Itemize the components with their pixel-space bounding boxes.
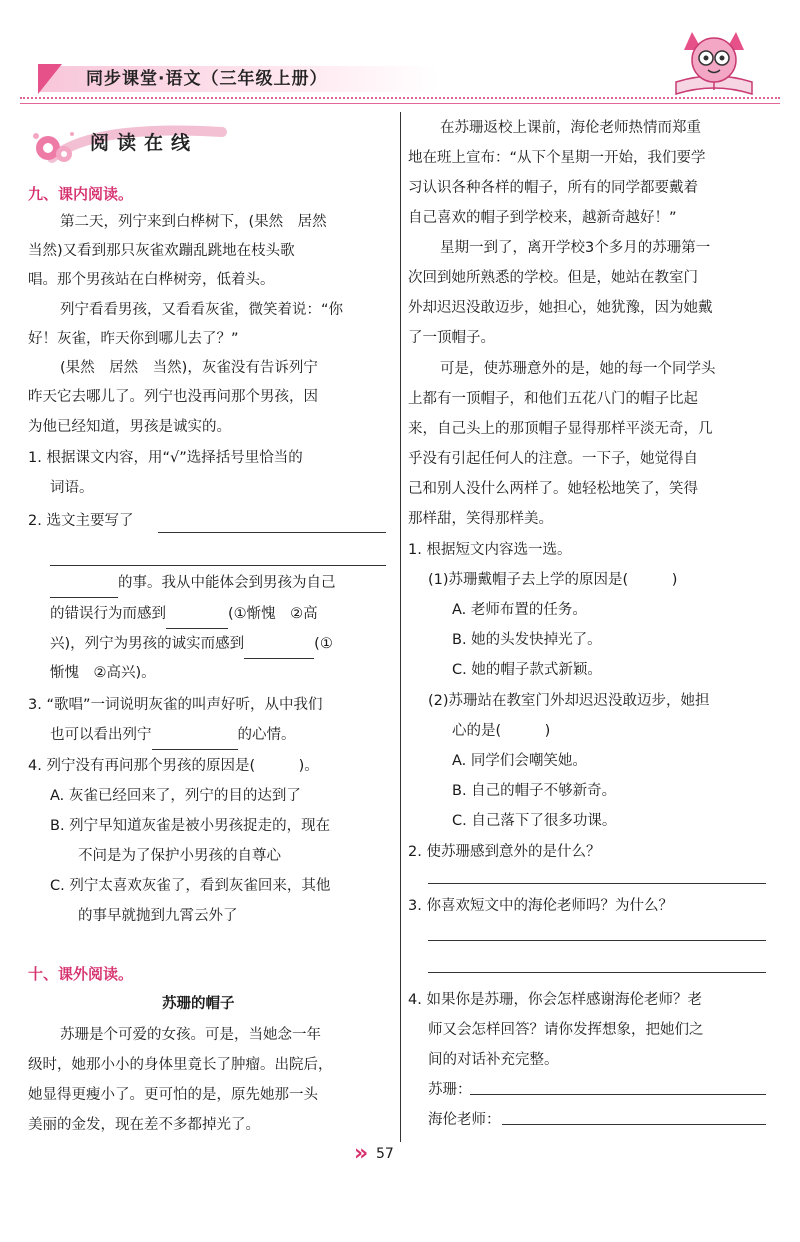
answer-blank[interactable]	[166, 610, 228, 629]
question-1: 1. 根据短文内容选一选。	[408, 542, 572, 558]
question-4-cont: 间的对话补充完整。	[428, 1052, 559, 1068]
story-line: 在苏珊返校上课前，海伦老师热情而郑重	[440, 120, 701, 136]
passage-line: 当然)又看到那只灰雀欢蹦乱跳地在枝头歌	[28, 243, 295, 259]
page-header	[0, 0, 800, 110]
story-line: 可是，使苏珊意外的是，她的每一个同学头	[440, 361, 716, 377]
dialogue-label-susan: 苏珊：	[428, 1082, 472, 1098]
question-1-cont: 词语。	[50, 480, 94, 496]
answer-line[interactable]	[428, 972, 766, 973]
question-2-cont: 兴)，列宁为男孩的诚实而感到 (①	[50, 630, 333, 659]
passage-line: (果然 居然 当然)，灰雀没有告诉列宁	[60, 360, 318, 376]
question-4-cont: 师又会怎样回答？请你发挥想象，把她们之	[428, 1022, 704, 1038]
story-line: 她显得更瘦小了。更可怕的是，原先她那一头	[28, 1087, 318, 1103]
header-rule-dotted	[20, 97, 780, 99]
story-line: 了一顶帽子。	[408, 330, 495, 346]
page-number: 57	[376, 1146, 394, 1162]
question-2-cont: 的错误行为而感到 (①惭愧 ②高	[50, 600, 318, 629]
question-1-2: (2)苏珊站在教室门外却迟迟没敢迈步，她担	[428, 693, 710, 709]
column-divider	[400, 112, 401, 1142]
question-2: 2. 使苏珊感到意外的是什么？	[408, 844, 601, 860]
option-c-cont: 的事早就抛到九霄云外了	[78, 908, 238, 924]
story-line: 己和别人没什么两样了。她轻松地笑了，笑得	[408, 481, 698, 497]
passage-line: 为他已经知道，男孩是诚实的。	[28, 419, 231, 435]
passage-line: 唱。那个男孩站在白桦树旁，低着头。	[28, 272, 275, 288]
question-2: 2. 选文主要写了	[28, 513, 134, 529]
section-banner-title: 阅读在线	[90, 132, 199, 154]
answer-blank[interactable]	[152, 731, 238, 750]
question-4: 4. 列宁没有再问那个男孩的原因是( )。	[28, 758, 319, 774]
answer-line[interactable]	[502, 1124, 766, 1125]
option-c[interactable]: C. 她的帽子款式新颖。	[452, 662, 602, 678]
story-line: 那样甜，笑得那样美。	[408, 511, 553, 527]
question-3: 3. “歌唱”一词说明灰雀的叫声好听，从中我们	[28, 697, 323, 713]
header-title: 同步课堂·语文（三年级上册）	[86, 69, 328, 89]
option-b[interactable]: B. 自己的帽子不够新奇。	[452, 783, 617, 799]
option-b-cont: 不问是为了保护小男孩的自尊心	[78, 848, 281, 864]
passage-line: 昨天它去哪儿了。列宁也没再问那个男孩，因	[28, 389, 318, 405]
double-chevron-right-icon: »	[354, 1141, 369, 1166]
passage-line: 好！灰雀，昨天你到哪儿去了？”	[28, 331, 239, 347]
header-rule	[20, 103, 780, 104]
option-a[interactable]: A. 同学们会嘲笑她。	[452, 753, 587, 769]
option-b[interactable]: B. 列宁早知道灰雀是被小男孩捉走的，现在	[50, 818, 331, 834]
answer-line[interactable]	[428, 940, 766, 941]
dialogue-label-helen: 海伦老师：	[428, 1112, 501, 1128]
option-a[interactable]: A. 灰雀已经回来了，列宁的目的达到了	[50, 788, 301, 804]
section-9-heading: 九、课内阅读。	[28, 185, 134, 203]
question-3: 3. 你喜欢短文中的海伦老师吗？为什么？	[408, 898, 673, 914]
story-line: 外却迟迟没敢迈步，她担心，她犹豫，因为她戴	[408, 300, 713, 316]
story-line: 次回到她所熟悉的学校。但是，她站在教室门	[408, 270, 698, 286]
answer-line[interactable]	[50, 565, 386, 566]
story-line: 星期一到了，离开学校3个多月的苏珊第一	[440, 240, 711, 256]
option-c[interactable]: C. 自己落下了很多功课。	[452, 813, 617, 829]
option-a[interactable]: A. 老师布置的任务。	[452, 602, 587, 618]
passage-line: 列宁看看男孩，又看看灰雀，微笑着说：“你	[60, 302, 344, 318]
story-line: 自己喜欢的帽子到学校来，越新奇越好！”	[408, 210, 677, 226]
answer-line[interactable]	[428, 883, 766, 884]
passage-line: 第二天，列宁来到白桦树下，(果然 居然	[60, 214, 327, 230]
question-2-cont: 惭愧 ②高兴)。	[50, 665, 156, 681]
option-c[interactable]: C. 列宁太喜欢灰雀了，看到灰雀回来，其他	[50, 878, 331, 894]
section-10-heading: 十、课外阅读。	[28, 965, 134, 983]
answer-blank[interactable]	[244, 640, 314, 659]
story-line: 地在班上宣布：“从下个星期一开始，我们要学	[408, 150, 706, 166]
answer-blank[interactable]	[50, 579, 118, 598]
story-line: 乎没有引起任何人的注意。一下子，她觉得自	[408, 451, 698, 467]
question-1-2-cont: 心的是( )	[452, 723, 551, 739]
header-triangle	[38, 64, 62, 94]
question-1-1: (1)苏珊戴帽子去上学的原因是( )	[428, 572, 678, 588]
story-line: 苏珊是个可爱的女孩。可是，当她念一年	[60, 1027, 321, 1043]
question-2-cont: 的事。我从中能体会到男孩为自己	[50, 569, 336, 598]
mascot-book-icon	[672, 20, 756, 98]
story-line: 习认识各种各样的帽子，所有的同学都要戴着	[408, 180, 698, 196]
story-line: 级时，她那小小的身体里竟长了肿瘤。出院后，	[28, 1057, 333, 1073]
question-3-cont: 也可以看出列宁 的心情。	[50, 721, 296, 750]
answer-line[interactable]	[158, 532, 386, 533]
answer-line[interactable]	[470, 1094, 766, 1095]
story-title: 苏珊的帽子	[162, 996, 235, 1012]
story-line: 上都有一顶帽子，和他们五花八门的帽子比起	[408, 391, 698, 407]
question-4: 4. 如果你是苏珊，你会怎样感谢海伦老师？老	[408, 992, 702, 1008]
question-1: 1. 根据课文内容，用“√”选择括号里恰当的	[28, 450, 303, 466]
story-line: 来，自己头上的那顶帽子显得那样平淡无奇，几	[408, 421, 713, 437]
story-line: 美丽的金发，现在差不多都掉光了。	[28, 1117, 260, 1133]
option-b[interactable]: B. 她的头发快掉光了。	[452, 632, 602, 648]
